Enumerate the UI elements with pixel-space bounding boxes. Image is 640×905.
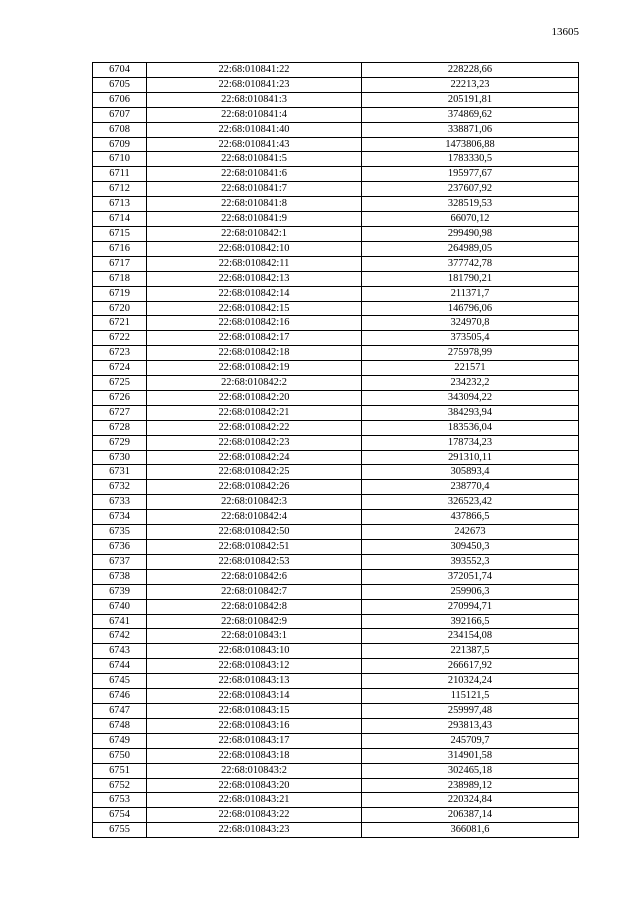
table-row — [93, 107, 579, 122]
row-number-cell: 6720 — [93, 301, 147, 316]
value-cell: 115121,5 — [362, 689, 579, 704]
cadastral-number-cell: 22:68:010843:22 — [147, 808, 362, 823]
value-cell: 238770,4 — [362, 480, 579, 495]
table-row — [93, 331, 579, 346]
row-number-cell: 6724 — [93, 361, 147, 376]
value-cell: 372051,74 — [362, 569, 579, 584]
table-row — [93, 212, 579, 227]
table-row — [93, 480, 579, 495]
row-number-cell: 6723 — [93, 346, 147, 361]
value-cell: 22213,23 — [362, 77, 579, 92]
cadastral-number-cell: 22:68:010843:14 — [147, 689, 362, 704]
table-row — [93, 569, 579, 584]
table-row — [93, 465, 579, 480]
value-cell: 178734,23 — [362, 435, 579, 450]
cadastral-number-cell: 22:68:010841:8 — [147, 197, 362, 212]
table-row — [93, 92, 579, 107]
cadastral-number-cell: 22:68:010842:15 — [147, 301, 362, 316]
value-cell: 270994,71 — [362, 599, 579, 614]
row-number-cell: 6712 — [93, 182, 147, 197]
cadastral-number-cell: 22:68:010842:11 — [147, 256, 362, 271]
table-row — [93, 316, 579, 331]
table-row — [93, 629, 579, 644]
cadastral-number-cell: 22:68:010842:13 — [147, 271, 362, 286]
row-number-cell: 6735 — [93, 525, 147, 540]
value-cell: 220324,84 — [362, 793, 579, 808]
value-cell: 228228,66 — [362, 63, 579, 78]
cadastral-number-cell: 22:68:010842:26 — [147, 480, 362, 495]
value-cell: 393552,3 — [362, 554, 579, 569]
table-row — [93, 599, 579, 614]
row-number-cell: 6728 — [93, 420, 147, 435]
value-cell: 328519,53 — [362, 197, 579, 212]
row-number-cell: 6753 — [93, 793, 147, 808]
cadastral-number-cell: 22:68:010843:12 — [147, 659, 362, 674]
value-cell: 309450,3 — [362, 540, 579, 555]
value-cell: 245709,7 — [362, 733, 579, 748]
value-cell: 242673 — [362, 525, 579, 540]
value-cell: 293813,43 — [362, 718, 579, 733]
row-number-cell: 6704 — [93, 63, 147, 78]
row-number-cell: 6714 — [93, 212, 147, 227]
table-row — [93, 420, 579, 435]
table-row — [93, 167, 579, 182]
row-number-cell: 6716 — [93, 241, 147, 256]
row-number-cell: 6718 — [93, 271, 147, 286]
table-row — [93, 197, 579, 212]
row-number-cell: 6722 — [93, 331, 147, 346]
table-row — [93, 286, 579, 301]
cadastral-number-cell: 22:68:010843:1 — [147, 629, 362, 644]
value-cell: 299490,98 — [362, 226, 579, 241]
value-cell: 195977,67 — [362, 167, 579, 182]
cadastral-number-cell: 22:68:010843:20 — [147, 778, 362, 793]
cadastral-number-cell: 22:68:010842:18 — [147, 346, 362, 361]
table-row — [93, 614, 579, 629]
cadastral-number-cell: 22:68:010841:7 — [147, 182, 362, 197]
row-number-cell: 6732 — [93, 480, 147, 495]
cadastral-number-cell: 22:68:010841:4 — [147, 107, 362, 122]
table-row — [93, 226, 579, 241]
table-row — [93, 674, 579, 689]
table-row — [93, 510, 579, 525]
cadastral-number-cell: 22:68:010841:22 — [147, 63, 362, 78]
row-number-cell: 6742 — [93, 629, 147, 644]
row-number-cell: 6715 — [93, 226, 147, 241]
value-cell: 234232,2 — [362, 376, 579, 391]
cadastral-number-cell: 22:68:010842:8 — [147, 599, 362, 614]
value-cell: 266617,92 — [362, 659, 579, 674]
cadastral-value-table — [92, 62, 579, 838]
value-cell: 259906,3 — [362, 584, 579, 599]
cadastral-number-cell: 22:68:010842:21 — [147, 405, 362, 420]
row-number-cell: 6705 — [93, 77, 147, 92]
cadastral-number-cell: 22:68:010842:53 — [147, 554, 362, 569]
value-cell: 221571 — [362, 361, 579, 376]
row-number-cell: 6754 — [93, 808, 147, 823]
row-number-cell: 6729 — [93, 435, 147, 450]
table-row — [93, 778, 579, 793]
table-row — [93, 644, 579, 659]
row-number-cell: 6736 — [93, 540, 147, 555]
table-row — [93, 122, 579, 137]
cadastral-number-cell: 22:68:010841:40 — [147, 122, 362, 137]
table-row — [93, 763, 579, 778]
value-cell: 302465,18 — [362, 763, 579, 778]
table-row — [93, 390, 579, 405]
value-cell: 210324,24 — [362, 674, 579, 689]
value-cell: 338871,06 — [362, 122, 579, 137]
table-row — [93, 733, 579, 748]
cadastral-number-cell: 22:68:010843:2 — [147, 763, 362, 778]
value-cell: 437866,5 — [362, 510, 579, 525]
value-cell: 238989,12 — [362, 778, 579, 793]
cadastral-number-cell: 22:68:010841:23 — [147, 77, 362, 92]
table-row — [93, 703, 579, 718]
row-number-cell: 6745 — [93, 674, 147, 689]
row-number-cell: 6708 — [93, 122, 147, 137]
cadastral-number-cell: 22:68:010843:15 — [147, 703, 362, 718]
value-cell: 1473806,88 — [362, 137, 579, 152]
table-row — [93, 182, 579, 197]
table-row — [93, 659, 579, 674]
cadastral-number-cell: 22:68:010842:22 — [147, 420, 362, 435]
row-number-cell: 6749 — [93, 733, 147, 748]
value-cell: 343094,22 — [362, 390, 579, 405]
table-row — [93, 718, 579, 733]
value-cell: 183536,04 — [362, 420, 579, 435]
row-number-cell: 6755 — [93, 823, 147, 838]
row-number-cell: 6748 — [93, 718, 147, 733]
row-number-cell: 6710 — [93, 152, 147, 167]
row-number-cell: 6733 — [93, 495, 147, 510]
cadastral-number-cell: 22:68:010841:9 — [147, 212, 362, 227]
cadastral-number-cell: 22:68:010842:24 — [147, 450, 362, 465]
cadastral-number-cell: 22:68:010842:14 — [147, 286, 362, 301]
cadastral-number-cell: 22:68:010842:3 — [147, 495, 362, 510]
table-row — [93, 435, 579, 450]
value-cell: 66070,12 — [362, 212, 579, 227]
value-cell: 206387,14 — [362, 808, 579, 823]
table-row — [93, 748, 579, 763]
row-number-cell: 6707 — [93, 107, 147, 122]
cadastral-number-cell: 22:68:010842:9 — [147, 614, 362, 629]
value-cell: 221387,5 — [362, 644, 579, 659]
row-number-cell: 6741 — [93, 614, 147, 629]
table-row — [93, 137, 579, 152]
row-number-cell: 6746 — [93, 689, 147, 704]
value-cell: 373505,4 — [362, 331, 579, 346]
value-cell: 384293,94 — [362, 405, 579, 420]
cadastral-number-cell: 22:68:010842:23 — [147, 435, 362, 450]
row-number-cell: 6727 — [93, 405, 147, 420]
value-cell: 291310,11 — [362, 450, 579, 465]
cadastral-number-cell: 22:68:010842:2 — [147, 376, 362, 391]
cadastral-number-cell: 22:68:010842:20 — [147, 390, 362, 405]
cadastral-number-cell: 22:68:010842:17 — [147, 331, 362, 346]
value-cell: 264989,05 — [362, 241, 579, 256]
cadastral-number-cell: 22:68:010842:19 — [147, 361, 362, 376]
value-cell: 259997,48 — [362, 703, 579, 718]
value-cell: 324970,8 — [362, 316, 579, 331]
value-cell: 377742,78 — [362, 256, 579, 271]
cadastral-number-cell: 22:68:010841:43 — [147, 137, 362, 152]
table-row — [93, 808, 579, 823]
table-row — [93, 271, 579, 286]
row-number-cell: 6752 — [93, 778, 147, 793]
table-row — [93, 256, 579, 271]
value-cell: 234154,08 — [362, 629, 579, 644]
table-row — [93, 77, 579, 92]
table-row — [93, 554, 579, 569]
value-cell: 305893,4 — [362, 465, 579, 480]
table-row — [93, 301, 579, 316]
table-row — [93, 241, 579, 256]
row-number-cell: 6743 — [93, 644, 147, 659]
cadastral-number-cell: 22:68:010842:10 — [147, 241, 362, 256]
row-number-cell: 6750 — [93, 748, 147, 763]
table-row — [93, 584, 579, 599]
cadastral-number-cell: 22:68:010843:23 — [147, 823, 362, 838]
row-number-cell: 6737 — [93, 554, 147, 569]
cadastral-number-cell: 22:68:010842:16 — [147, 316, 362, 331]
value-cell: 374869,62 — [362, 107, 579, 122]
cadastral-number-cell: 22:68:010842:51 — [147, 540, 362, 555]
cadastral-number-cell: 22:68:010842:25 — [147, 465, 362, 480]
value-cell: 181790,21 — [362, 271, 579, 286]
value-cell: 326523,42 — [362, 495, 579, 510]
row-number-cell: 6726 — [93, 390, 147, 405]
row-number-cell: 6740 — [93, 599, 147, 614]
page-number: 13605 — [551, 26, 579, 38]
row-number-cell: 6734 — [93, 510, 147, 525]
cadastral-number-cell: 22:68:010842:7 — [147, 584, 362, 599]
table-row — [93, 152, 579, 167]
row-number-cell: 6711 — [93, 167, 147, 182]
cadastral-number-cell: 22:68:010843:16 — [147, 718, 362, 733]
value-cell: 314901,58 — [362, 748, 579, 763]
row-number-cell: 6725 — [93, 376, 147, 391]
cadastral-number-cell: 22:68:010842:50 — [147, 525, 362, 540]
value-cell: 366081,6 — [362, 823, 579, 838]
cadastral-number-cell: 22:68:010843:10 — [147, 644, 362, 659]
value-cell: 205191,81 — [362, 92, 579, 107]
row-number-cell: 6739 — [93, 584, 147, 599]
cadastral-number-cell: 22:68:010843:17 — [147, 733, 362, 748]
table-row — [93, 450, 579, 465]
value-cell: 237607,92 — [362, 182, 579, 197]
row-number-cell: 6731 — [93, 465, 147, 480]
value-cell: 211371,7 — [362, 286, 579, 301]
cadastral-number-cell: 22:68:010842:1 — [147, 226, 362, 241]
cadastral-number-cell: 22:68:010842:4 — [147, 510, 362, 525]
cadastral-number-cell: 22:68:010843:18 — [147, 748, 362, 763]
row-number-cell: 6709 — [93, 137, 147, 152]
cadastral-number-cell: 22:68:010843:13 — [147, 674, 362, 689]
row-number-cell: 6730 — [93, 450, 147, 465]
table-row — [93, 525, 579, 540]
row-number-cell: 6717 — [93, 256, 147, 271]
table-row — [93, 823, 579, 838]
row-number-cell: 6738 — [93, 569, 147, 584]
table-row — [93, 376, 579, 391]
table-row — [93, 540, 579, 555]
value-cell: 392166,5 — [362, 614, 579, 629]
row-number-cell: 6719 — [93, 286, 147, 301]
row-number-cell: 6706 — [93, 92, 147, 107]
row-number-cell: 6747 — [93, 703, 147, 718]
table-row — [93, 63, 579, 78]
row-number-cell: 6721 — [93, 316, 147, 331]
table-row — [93, 689, 579, 704]
cadastral-number-cell: 22:68:010843:21 — [147, 793, 362, 808]
cadastral-number-cell: 22:68:010841:6 — [147, 167, 362, 182]
row-number-cell: 6713 — [93, 197, 147, 212]
table-row — [93, 346, 579, 361]
cadastral-number-cell: 22:68:010841:5 — [147, 152, 362, 167]
value-cell: 1783330,5 — [362, 152, 579, 167]
cadastral-number-cell: 22:68:010841:3 — [147, 92, 362, 107]
row-number-cell: 6751 — [93, 763, 147, 778]
value-cell: 275978,99 — [362, 346, 579, 361]
table-row — [93, 793, 579, 808]
cadastral-number-cell: 22:68:010842:6 — [147, 569, 362, 584]
table-row — [93, 405, 579, 420]
table-row — [93, 361, 579, 376]
table-row — [93, 495, 579, 510]
row-number-cell: 6744 — [93, 659, 147, 674]
table-body — [93, 63, 579, 838]
value-cell: 146796,06 — [362, 301, 579, 316]
